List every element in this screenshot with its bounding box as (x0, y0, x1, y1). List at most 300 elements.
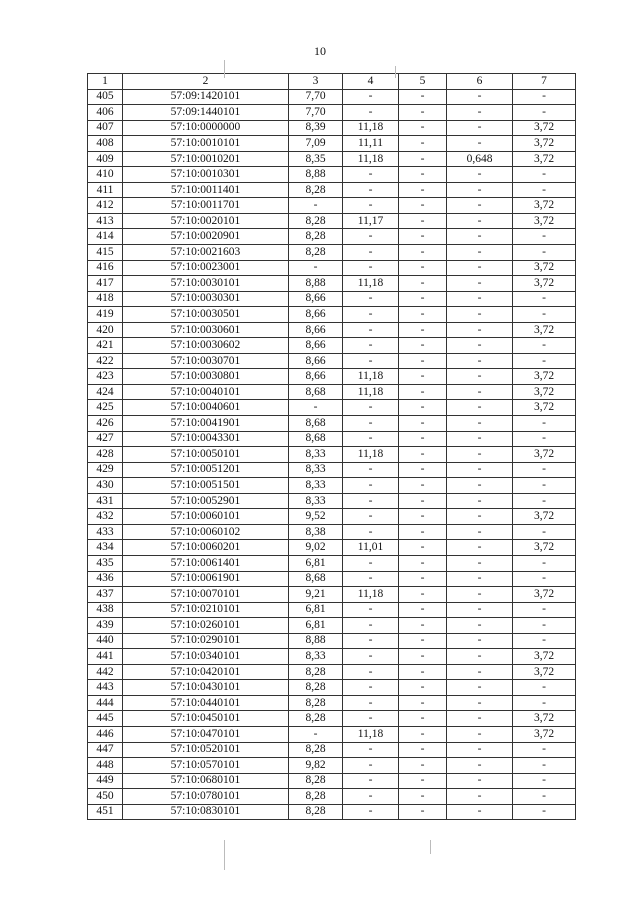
table-cell: 3,72 (513, 540, 576, 556)
table-cell: - (343, 633, 399, 649)
table-cell: 429 (88, 462, 123, 478)
table-cell: - (447, 664, 513, 680)
table-cell: 57:10:0030701 (123, 353, 289, 369)
table-row (88, 664, 576, 680)
table-cell: - (447, 105, 513, 121)
table-cell: 57:10:0010101 (123, 136, 289, 152)
table-cell: - (447, 400, 513, 416)
table-row (88, 400, 576, 416)
table-cell: - (399, 633, 447, 649)
table-cell: - (399, 493, 447, 509)
table-row (88, 151, 576, 167)
table-cell: - (343, 245, 399, 261)
table-cell: 427 (88, 431, 123, 447)
table-cell: - (513, 105, 576, 121)
table-cell: 8,28 (289, 742, 343, 758)
table-cell: - (399, 353, 447, 369)
table-cell: 57:10:0520101 (123, 742, 289, 758)
table-cell: - (447, 89, 513, 105)
table-row (88, 338, 576, 354)
table-cell: - (447, 804, 513, 820)
table-cell: - (343, 462, 399, 478)
table-cell: 8,28 (289, 664, 343, 680)
table-cell: - (447, 509, 513, 525)
table-cell: 423 (88, 369, 123, 385)
table-cell: 3,72 (513, 369, 576, 385)
table-cell: 8,33 (289, 493, 343, 509)
table-cell: 448 (88, 758, 123, 774)
table-cell: - (289, 198, 343, 214)
table-cell: - (399, 555, 447, 571)
table-cell: 57:10:0340101 (123, 649, 289, 665)
column-header: 7 (513, 74, 576, 90)
table-row (88, 416, 576, 432)
table-cell: 11,17 (343, 213, 399, 229)
table-cell: - (513, 291, 576, 307)
table-cell: 3,72 (513, 711, 576, 727)
table-cell: - (447, 260, 513, 276)
table-cell: 57:10:0021603 (123, 245, 289, 261)
table-cell: - (343, 711, 399, 727)
table-cell: 3,72 (513, 726, 576, 742)
table-cell: 11,18 (343, 276, 399, 292)
table-cell: 57:10:0070101 (123, 587, 289, 603)
table-cell: - (447, 789, 513, 805)
table-cell: - (399, 571, 447, 587)
table-cell: - (447, 198, 513, 214)
table-cell: 8,28 (289, 229, 343, 245)
table-row (88, 555, 576, 571)
table-row (88, 167, 576, 183)
table-cell: 57:10:0052901 (123, 493, 289, 509)
table-row (88, 276, 576, 292)
table-row (88, 695, 576, 711)
table-cell: - (343, 416, 399, 432)
table-cell: 420 (88, 322, 123, 338)
table-cell: - (343, 773, 399, 789)
table-cell: - (399, 151, 447, 167)
table-cell: 8,28 (289, 711, 343, 727)
table-cell: 57:10:0060101 (123, 509, 289, 525)
table-cell: - (447, 478, 513, 494)
table-cell: - (399, 649, 447, 665)
table-cell: 8,66 (289, 291, 343, 307)
table-cell: 432 (88, 509, 123, 525)
table-row (88, 369, 576, 385)
table-cell: - (513, 89, 576, 105)
table-cell: - (513, 353, 576, 369)
table-cell: - (399, 245, 447, 261)
table-row (88, 447, 576, 463)
table-row (88, 291, 576, 307)
table-cell: - (447, 167, 513, 183)
table-cell: - (513, 789, 576, 805)
table-cell: 3,72 (513, 213, 576, 229)
table-cell: - (399, 182, 447, 198)
table-cell: 451 (88, 804, 123, 820)
table-cell: 57:10:0011701 (123, 198, 289, 214)
table-cell: 8,28 (289, 773, 343, 789)
table-row (88, 789, 576, 805)
table-row (88, 120, 576, 136)
table-cell: - (399, 105, 447, 121)
table-cell: - (399, 618, 447, 634)
table-row (88, 213, 576, 229)
table-cell: 6,81 (289, 555, 343, 571)
table-cell: - (343, 89, 399, 105)
table-cell: - (447, 353, 513, 369)
table-row (88, 462, 576, 478)
table-row (88, 571, 576, 587)
table-row (88, 136, 576, 152)
table-cell: - (399, 602, 447, 618)
table-cell: - (343, 602, 399, 618)
column-header: 1 (88, 74, 123, 90)
table-cell: - (399, 680, 447, 696)
table-cell: 57:10:0043301 (123, 431, 289, 447)
table-cell: 416 (88, 260, 123, 276)
table-cell: 8,28 (289, 213, 343, 229)
table-cell: - (343, 618, 399, 634)
table-row (88, 773, 576, 789)
table-row (88, 540, 576, 556)
table-cell: - (447, 431, 513, 447)
table-cell: - (399, 431, 447, 447)
table-cell: - (343, 524, 399, 540)
table-cell: - (399, 509, 447, 525)
table-cell: 8,28 (289, 789, 343, 805)
table-cell: - (447, 120, 513, 136)
table-cell: 0,648 (447, 151, 513, 167)
table-cell: - (343, 167, 399, 183)
table-cell: 418 (88, 291, 123, 307)
table-cell: 8,88 (289, 167, 343, 183)
column-header: 4 (343, 74, 399, 90)
table-cell: - (343, 182, 399, 198)
table-cell: - (447, 416, 513, 432)
table-cell: 8,28 (289, 680, 343, 696)
table-cell: 441 (88, 649, 123, 665)
table-cell: - (513, 307, 576, 323)
table-cell: - (513, 229, 576, 245)
table-cell: - (447, 369, 513, 385)
table-cell: 6,81 (289, 618, 343, 634)
table-cell: 406 (88, 105, 123, 121)
table-cell: - (399, 664, 447, 680)
table-cell: 57:10:0440101 (123, 695, 289, 711)
table-cell: - (447, 680, 513, 696)
table-cell: - (343, 509, 399, 525)
table-cell: - (399, 213, 447, 229)
table-cell: - (343, 758, 399, 774)
table-cell: 8,66 (289, 369, 343, 385)
table-cell: 8,28 (289, 804, 343, 820)
table-cell: 8,28 (289, 182, 343, 198)
table-cell: 57:10:0780101 (123, 789, 289, 805)
table-cell: 7,09 (289, 136, 343, 152)
table-cell: 450 (88, 789, 123, 805)
table-cell: 6,81 (289, 602, 343, 618)
table-cell: 11,18 (343, 384, 399, 400)
table-row (88, 711, 576, 727)
table-cell: 436 (88, 571, 123, 587)
table-cell: - (399, 167, 447, 183)
data-table (87, 73, 576, 820)
table-cell: - (399, 462, 447, 478)
table-cell: - (447, 276, 513, 292)
table-cell: - (343, 307, 399, 323)
table-cell: - (399, 384, 447, 400)
table-cell: 8,68 (289, 416, 343, 432)
table-cell: - (399, 540, 447, 556)
table-cell: - (447, 726, 513, 742)
table-cell: - (399, 136, 447, 152)
table-cell: - (513, 618, 576, 634)
table-cell: - (399, 229, 447, 245)
header-row (88, 74, 576, 90)
table-cell: - (447, 322, 513, 338)
table-cell: 57:09:1440101 (123, 105, 289, 121)
table-cell: 435 (88, 555, 123, 571)
table-cell: 9,82 (289, 758, 343, 774)
table-cell: 8,66 (289, 307, 343, 323)
table-cell: - (399, 260, 447, 276)
table-cell: - (343, 260, 399, 276)
table-cell: 57:10:0030601 (123, 322, 289, 338)
table-cell: - (399, 524, 447, 540)
table-cell: 414 (88, 229, 123, 245)
table-cell: 3,72 (513, 136, 576, 152)
table-cell: - (513, 633, 576, 649)
table-cell: 8,28 (289, 695, 343, 711)
table-cell: - (399, 804, 447, 820)
table-cell: 442 (88, 664, 123, 680)
table-cell: - (447, 291, 513, 307)
table-row (88, 509, 576, 525)
table-cell: 409 (88, 151, 123, 167)
table-cell: - (399, 773, 447, 789)
table-cell: 7,70 (289, 105, 343, 121)
table-cell: - (447, 182, 513, 198)
table-cell: 407 (88, 120, 123, 136)
table-row (88, 478, 576, 494)
table-cell: - (513, 742, 576, 758)
table-cell: - (399, 338, 447, 354)
table-cell: 57:10:0011401 (123, 182, 289, 198)
table-cell: - (513, 555, 576, 571)
table-row (88, 307, 576, 323)
table-row (88, 198, 576, 214)
table-cell: - (399, 89, 447, 105)
table-cell: - (343, 338, 399, 354)
table-row (88, 726, 576, 742)
table-cell: 11,18 (343, 587, 399, 603)
table-cell: 57:10:0040101 (123, 384, 289, 400)
table-cell: - (399, 695, 447, 711)
table-cell: 8,33 (289, 462, 343, 478)
table-cell: 8,66 (289, 338, 343, 354)
table-cell: 3,72 (513, 384, 576, 400)
table-cell: 8,66 (289, 322, 343, 338)
column-header: 2 (123, 74, 289, 90)
table-cell: 438 (88, 602, 123, 618)
table-cell: 440 (88, 633, 123, 649)
table-cell: - (399, 758, 447, 774)
table-cell: 57:10:0430101 (123, 680, 289, 696)
table-cell: 413 (88, 213, 123, 229)
table-cell: - (399, 726, 447, 742)
table-cell: 8,68 (289, 431, 343, 447)
table-cell: - (343, 493, 399, 509)
table-row (88, 89, 576, 105)
table-cell: 57:10:0290101 (123, 633, 289, 649)
table-cell: - (399, 369, 447, 385)
table-cell: - (447, 338, 513, 354)
table-cell: - (447, 773, 513, 789)
table-cell: 11,18 (343, 726, 399, 742)
column-header: 6 (447, 74, 513, 90)
table-cell: - (343, 353, 399, 369)
table-cell: - (447, 447, 513, 463)
table-cell: - (399, 322, 447, 338)
table-cell: - (399, 120, 447, 136)
table-cell: - (513, 182, 576, 198)
table-row (88, 758, 576, 774)
table-cell: 57:10:0051201 (123, 462, 289, 478)
table-cell: - (447, 384, 513, 400)
table-row (88, 524, 576, 540)
table-cell: 11,18 (343, 151, 399, 167)
table-row (88, 618, 576, 634)
scan-line (430, 840, 431, 854)
table-cell: 57:10:0030101 (123, 276, 289, 292)
table-cell: 8,68 (289, 571, 343, 587)
table-row (88, 182, 576, 198)
table-cell: 11,18 (343, 120, 399, 136)
table-cell: - (343, 571, 399, 587)
table-cell: 408 (88, 136, 123, 152)
table-cell: 57:10:0061401 (123, 555, 289, 571)
table-cell: 3,72 (513, 587, 576, 603)
table-cell: 7,70 (289, 89, 343, 105)
table-cell: - (513, 758, 576, 774)
table-cell: 57:10:0030602 (123, 338, 289, 354)
table-cell: 57:10:0030801 (123, 369, 289, 385)
table-cell: 445 (88, 711, 123, 727)
table-cell: 3,72 (513, 400, 576, 416)
table-row (88, 602, 576, 618)
column-header: 3 (289, 74, 343, 90)
table-row (88, 353, 576, 369)
table-cell: 8,88 (289, 276, 343, 292)
table-cell: 57:09:1420101 (123, 89, 289, 105)
table-cell: 57:10:0000000 (123, 120, 289, 136)
table-cell: - (447, 587, 513, 603)
table-cell: - (513, 478, 576, 494)
table-cell: - (289, 260, 343, 276)
table-cell: 57:10:0060201 (123, 540, 289, 556)
table-cell: 3,72 (513, 151, 576, 167)
table-cell: 431 (88, 493, 123, 509)
table-cell: - (399, 478, 447, 494)
table-cell: - (447, 555, 513, 571)
table-cell: 447 (88, 742, 123, 758)
table-cell: 57:10:0010301 (123, 167, 289, 183)
table-cell: 9,21 (289, 587, 343, 603)
table-cell: - (343, 742, 399, 758)
table-cell: 8,68 (289, 384, 343, 400)
page-number: 10 (314, 44, 326, 58)
table-cell: - (343, 555, 399, 571)
table-cell: - (343, 680, 399, 696)
table-cell: - (343, 478, 399, 494)
table-row (88, 260, 576, 276)
table-cell: 444 (88, 695, 123, 711)
scan-line (395, 66, 396, 78)
table-cell: 422 (88, 353, 123, 369)
table-cell: 8,28 (289, 245, 343, 261)
table-cell: 415 (88, 245, 123, 261)
table-cell: 428 (88, 447, 123, 463)
table-cell: - (513, 695, 576, 711)
scan-line (224, 840, 225, 870)
table-cell: 430 (88, 478, 123, 494)
table-cell: - (447, 571, 513, 587)
table-cell: 3,72 (513, 447, 576, 463)
table-cell: - (513, 804, 576, 820)
table-row (88, 229, 576, 245)
table-cell: - (343, 400, 399, 416)
table-cell: 434 (88, 540, 123, 556)
table-cell: 57:10:0260101 (123, 618, 289, 634)
table-cell: - (343, 789, 399, 805)
table-cell: - (447, 229, 513, 245)
table-cell: 3,72 (513, 509, 576, 525)
table-cell: - (343, 664, 399, 680)
table-cell: - (513, 416, 576, 432)
table-cell: 57:10:0050101 (123, 447, 289, 463)
table-cell: 443 (88, 680, 123, 696)
table-cell: - (447, 758, 513, 774)
table-cell: - (447, 524, 513, 540)
table-cell: - (289, 400, 343, 416)
table-cell: - (343, 695, 399, 711)
table-cell: - (343, 322, 399, 338)
table-cell: - (399, 789, 447, 805)
table-cell: 3,72 (513, 649, 576, 665)
table-cell: - (447, 213, 513, 229)
table-cell: 57:10:0420101 (123, 664, 289, 680)
table-cell: 8,88 (289, 633, 343, 649)
table-cell: - (513, 167, 576, 183)
table-cell: 446 (88, 726, 123, 742)
table-cell: 57:10:0210101 (123, 602, 289, 618)
table-cell: 439 (88, 618, 123, 634)
table-cell: 3,72 (513, 322, 576, 338)
table-cell: - (399, 587, 447, 603)
table-cell: - (399, 400, 447, 416)
table-cell: 419 (88, 307, 123, 323)
table-cell: 3,72 (513, 664, 576, 680)
table-row (88, 804, 576, 820)
table-cell: - (447, 136, 513, 152)
table-cell: 57:10:0680101 (123, 773, 289, 789)
table-cell: - (513, 462, 576, 478)
table-cell: - (513, 431, 576, 447)
table-cell: 424 (88, 384, 123, 400)
table-cell: - (343, 229, 399, 245)
table-cell: - (399, 742, 447, 758)
